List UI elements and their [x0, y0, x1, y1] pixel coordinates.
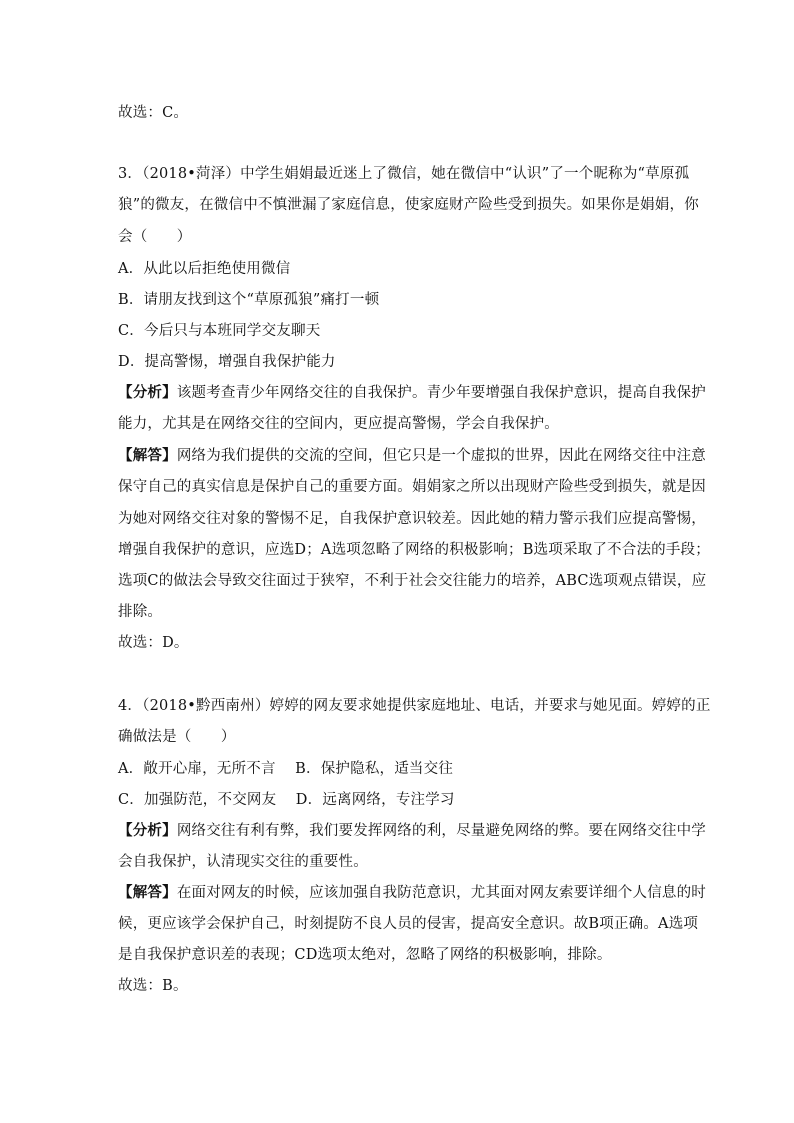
q3-solution-line-1 [118, 446, 707, 466]
q4-options-line-1: A．敞开心扉，无所不言 B．保护隐私，适当交往 [118, 761, 454, 777]
q4-analysis-line-1 [118, 821, 707, 841]
q4-analysis-text-1: 网络交往有利有弊，我们要发挥网络的利，尽量避免网络的弊。要在网络交往中学 [176, 823, 707, 839]
q4-analysis-line-2: 会自我保护，认清现实交往的重要性。 [118, 854, 368, 870]
q4-solution-line-3: 是自我保护意识差的表现；CD选项太绝对，忽略了网络的积极影响，排除。 [118, 947, 612, 963]
q4-solution-tag: 【解答】 [118, 884, 177, 901]
q4-solution-text-1: 在面对网友的时候，应该加强自我防范意识，尤其面对网友索要详细个人信息的时 [176, 885, 707, 901]
previous-answer: 故选：C。 [118, 105, 189, 121]
q4-stem-line-2: 确做法是（ ） [118, 729, 236, 745]
q3-solution-line-4: 增强自我保护的意识，应选D；A选项忽略了网络的积极影响；B选项采取了不合法的手段； [118, 542, 710, 558]
q4-answer: 故选：B。 [118, 978, 188, 994]
q3-option-d: D．提高警惕，增强自我保护能力 [118, 354, 336, 370]
q3-answer: 故选：D。 [118, 635, 189, 651]
q3-stem-line-2: 狼”的微友，在微信中不慎泄漏了家庭信息，使家庭财产险些受到损失。如果你是娟娟，你 [118, 197, 699, 213]
q4-stem-line-1: 4．（2018•黔西南州）婷婷的网友要求她提供家庭地址、电话，并要求与她见面。婷婷的正 [118, 698, 711, 714]
q3-solution-tag: 【解答】 [118, 447, 177, 464]
q3-option-a: A．从此以后拒绝使用微信 [118, 261, 291, 277]
q3-option-c: C．今后只与本班同学交友聊天 [118, 323, 321, 339]
q3-solution-line-2: 保守自己的真实信息是保护自己的重要方面。娟娟家之所以出现财产险些受到损失，就是因 [118, 479, 706, 495]
q3-option-b: B．请朋友找到这个“草原孤狼”痛打一顿 [118, 292, 380, 308]
q3-solution-line-3: 为她对网络交往对象的警惕不足，自我保护意识较差。因此她的精力警示我们应提高警惕， [118, 511, 706, 527]
q3-solution-line-5: 选项C的做法会导致交往面过于狭窄，不利于社会交往能力的培养，ABC选项观点错误，应 [118, 573, 707, 589]
q4-analysis-tag: 【分析】 [118, 822, 177, 839]
q3-analysis-text-1: 该题考查青少年网络交往的自我保护。青少年要增强自我保护意识，提高自我保护 [176, 385, 707, 401]
q4-solution-line-1 [118, 883, 707, 903]
q4-options-line-2: C．加强防范，不交网友 D．远离网络，专注学习 [118, 792, 455, 808]
q3-analysis-line-1 [118, 383, 707, 403]
q3-stem-line-3: 会（ ） [118, 229, 192, 245]
q3-stem-line-1: 3．（2018•菏泽）中学生娟娟最近迷上了微信，她在微信中“认识”了一个昵称为“草原孤 [118, 166, 690, 182]
q3-solution-line-6: 排除。 [118, 604, 163, 620]
q4-solution-line-2: 候，更应该学会保护自己，时刻提防不良人员的侵害，提高安全意识。故B项正确。A选项 [118, 916, 699, 932]
q3-solution-text-1: 网络为我们提供的交流的空间，但它只是一个虚拟的世界，因此在网络交往中注意 [176, 448, 707, 464]
q3-analysis-line-2: 能力，尤其是在网络交往的空间内，更应提高警惕，学会自我保护。 [118, 416, 559, 432]
q3-analysis-tag: 【分析】 [118, 384, 177, 401]
